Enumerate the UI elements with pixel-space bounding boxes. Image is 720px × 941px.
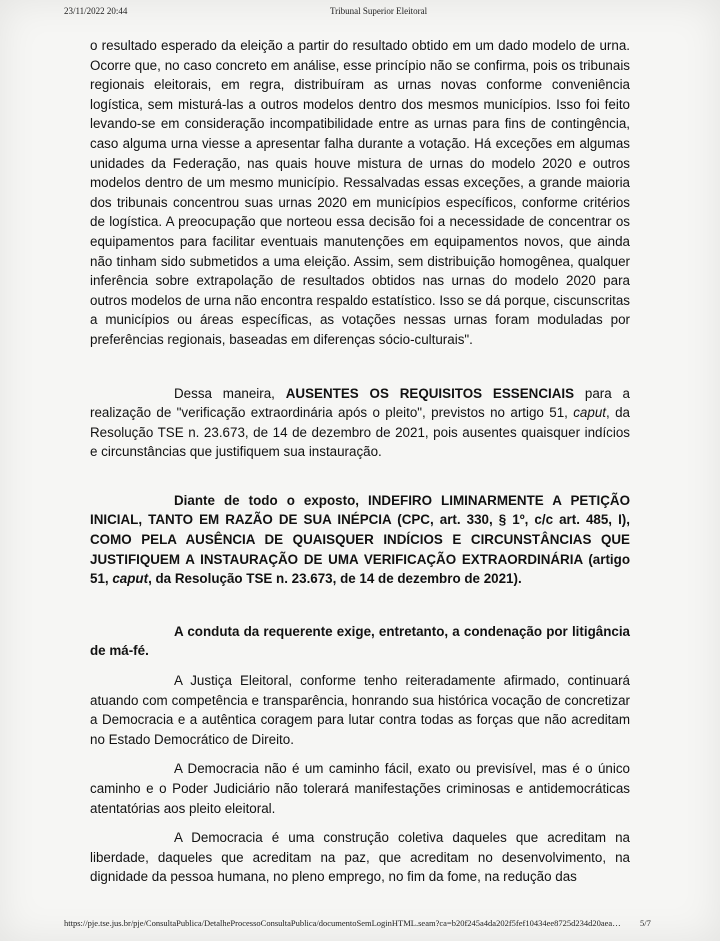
- text-run: , da Resolução TSE n. 23.673, de 14 de dezembro de 2021).: [148, 571, 522, 587]
- italic-caput: caput: [573, 405, 606, 421]
- text-run: , da Resolução TSE n. 23.673, de 14 de dezembro de 2021, pois ausentes quaisquer indícios e circunstâncias que justifiquem sua instauração.: [90, 405, 630, 460]
- paragraph-bad-faith: A conduta da requerente exige, entretanto, a condenação por litigância de má-fé.: [90, 623, 630, 659]
- document-body: [90, 36, 630, 887]
- paragraph-democracy-path: A Democracia não é um caminho fácil, exato ou previsível, mas é o único caminho e o Poder Judiciário não tolerará manifestações criminosas e antidemocráticas atentatórias aos pleito eleitoral.: [90, 761, 630, 816]
- page-number: 5/7: [640, 918, 651, 928]
- italic-caput: caput: [112, 571, 149, 587]
- paragraph-requirements: [90, 384, 630, 462]
- paragraph-democracy-construction: A Democracia é uma construção coletiva daqueles que acreditam na liberdade, daqueles que acreditam na paz, que acreditam no desenvolvimento, na dignidade da pessoa humana, no pleno emprego, no fim da fome, na redução das: [90, 830, 630, 885]
- paragraph-electoral-justice: A Justiça Eleitoral, conforme tenho reiteradamente afirmado, continuará atuando com competência e transparência, honrando sua histórica vocação de concretizar a Democracia e a autêntica coragem para lutar contra todas as forças que não acreditam no Estado Democrático de Direito.: [90, 673, 630, 747]
- court-header: Tribunal Superior Eleitoral: [330, 6, 428, 16]
- text-run: Diante de todo o exposto, INDEFIRO LIMINARMENTE A PETIÇÃO INICIAL, TANTO EM RAZÃO DE SUA INÉPCIA (CPC, art. 330, § 1º, c/c art. 485, I), COMO PELA AUSÊNCIA DE QUAISQUER INDÍCIOS E CIRCUNSTÂNCIAS QUE JUSTIFIQUEM A INSTAURAÇÃO DE UMA VERIFICAÇÃO EXTRAORDINÁRIA (artigo 51,: [90, 492, 630, 587]
- paragraph-quoted-report: o resultado esperado da eleição a partir do resultado obtido em um dado modelo de urna. Ocorre que, no caso concreto em análise, esse princípio não se confirma, pois os tribunais regionais eleitorais, em regra, distribuíram as urnas novas conforme conveniência logística, sem misturá-las a outros modelos dentro dos mesmos municípios. Isso foi feito levando-se em consideração incompatibilidade entre as urnas para fins de contingência, caso alguma urna viesse a apresentar falha durante a votação. Há exceções em algumas unidades da Federação, nas quais houve mistura de urnas do modelo 2020 e outros modelos dentro de um mesmo município. Ressalvadas essas exceções, a grande maioria dos tribunais concentrou suas urnas 2020 em municípios específicos, conforme critérios de logística. A preocupação que norteou essa decisão foi a necessidade de concentrar os equipamentos para facilitar eventuais manutenções em equipamentos novos, que ainda não tinham sido submetidos a uma eleição. Assim, sem distribuição homogênea, qualquer inferência sobre extrapolação de resultados obtidos nas urnas do modelo 2020 para outros modelos de urna não encontra respaldo estatístico. Isso se dá porque, ciscunscritas a municípios ou áreas específicas, as votações nessas urnas foram moduladas por preferências regionais, baseadas em diferenças sócio-culturais".: [90, 38, 630, 347]
- footer-url: https://pje.tse.jus.br/pje/ConsultaPublica/DetalheProcessoConsultaPublica/documentoSemLoginHTML.seam?ca=b20f245a4da202f5fef10434ee8725d234d20aea…: [64, 918, 621, 928]
- text-run: Dessa maneira,: [174, 385, 286, 401]
- emphasis-requirements: AUSENTES OS REQUISITOS ESSENCIAIS: [285, 385, 575, 401]
- print-timestamp: 23/11/2022 20:44: [64, 6, 128, 16]
- text-run: para a realização de "verificação extraordinária após o pleito", previstos no artigo 51,: [90, 385, 630, 421]
- paragraph-ruling: [90, 491, 630, 589]
